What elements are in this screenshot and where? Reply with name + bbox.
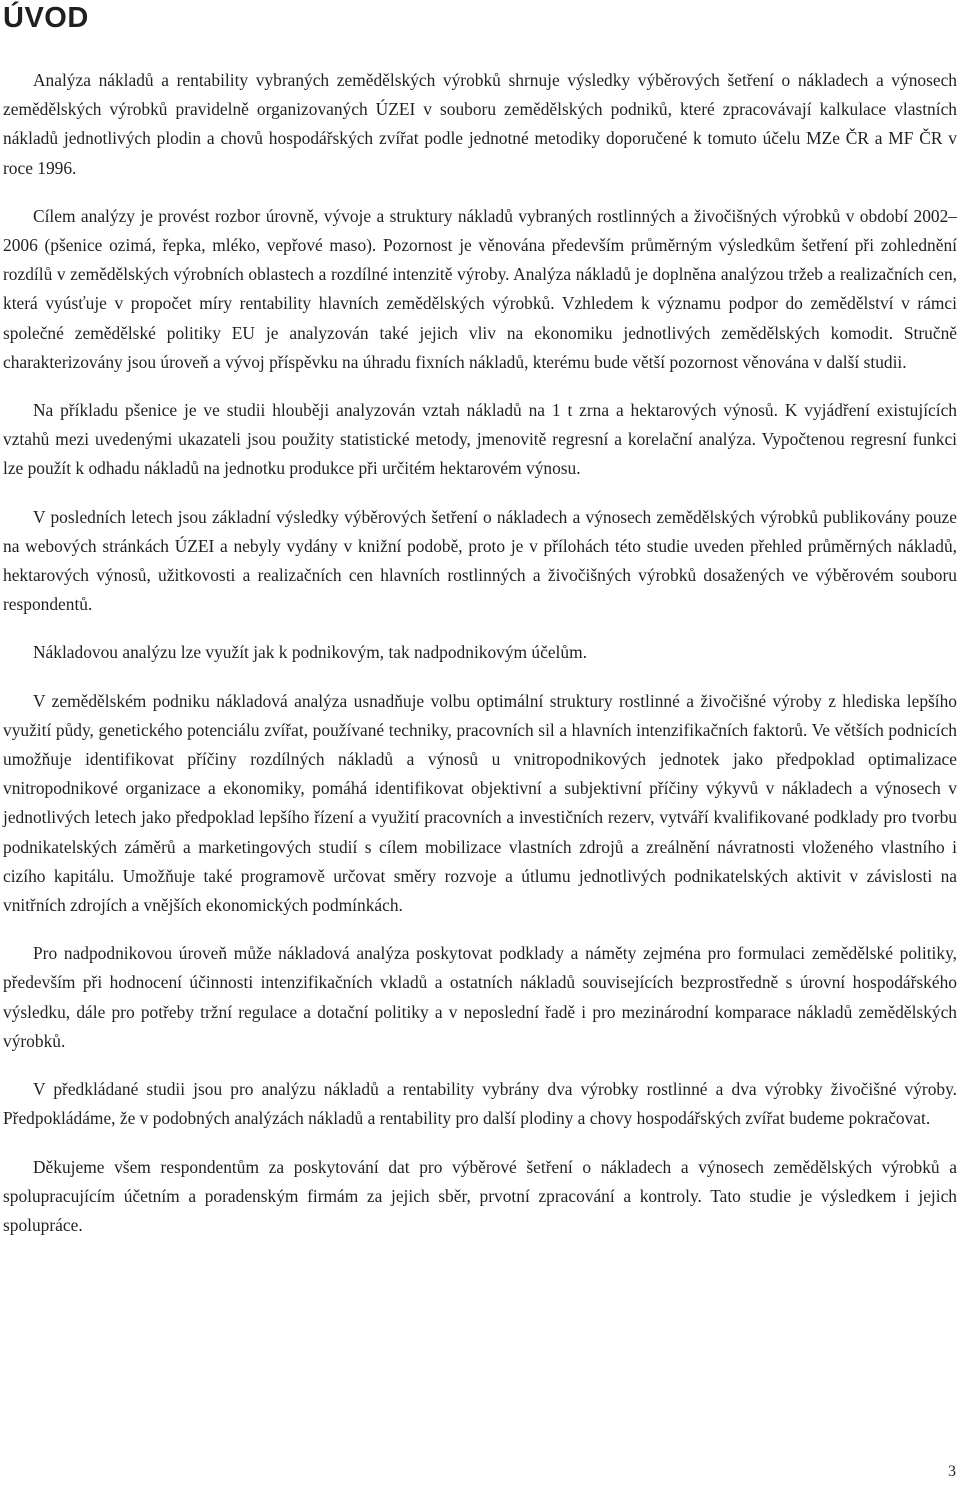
paragraph-7: Pro nadpodnikovou úroveň může nákladová analýza poskytovat podklady a náměty zejména pro formulaci zemědělské politiky, především při hodnocení účinnosti intenzifikačních vkladů a ostatních nákladů souvisejících bezprostředně s úrovní hospodářského výsledku, dále pro potřeby tržní regulace a dotační politiky a v neposlední řadě i pro mezinárodní komparace nákladů zemědělských výrobků. <box>3 943 957 1051</box>
paragraph-1: Analýza nákladů a rentability vybraných zemědělských výrobků shrnuje výsledky výběrových šetření o nákladech a výnosech zemědělských výrobků pravidelně organizovaných ÚZEI v souboru zemědělských podniků, které zpracovávají kalkulace vlastních nákladů jednotlivých plodin a chovů hospodářských zvířat podle jednotné metodiky doporučené k tomuto účelu MZe ČR a MF ČR v roce 1996. <box>3 70 957 178</box>
paragraph-3: Na příkladu pšenice je ve studii hlouběji analyzován vztah nákladů na 1 t zrna a hektarových výnosů. K vyjádření existujících vztahů mezi uvedenými ukazateli jsou použity statistické metody, jmenovitě regresní a korelační analýza. Vypočtenou regresní funkci lze použít k odhadu nákladů na jednotku produkce při určitém hektarovém výnosu. <box>3 400 957 479</box>
section-heading: ÚVOD <box>3 2 89 34</box>
paragraph-6: V zemědělském podniku nákladová analýza usnadňuje volbu optimální struktury rostlinné a živočišné výroby z hlediska lepšího využití půdy, genetického potenciálu zvířat, používané techniky, pracovních sil a hlavních intenzifikačních faktorů. Ve větších podnicích umožňuje identifikovat příčiny rozdílných nákladů a výnosů u vnitropodnikových jednotek jako předpoklad optimalizace vnitropodnikové organizace a ekonomiky, pomáhá identifikovat objektivní a subjektivní příčiny výkyvů v nákladech a výnosech v jednotlivých letech jako předpoklad lepšího řízení a využití pracovních a investičních rezerv, vytváří kvalifikované podklady pro tvorbu podnikatelských záměrů a marketingových studií s cílem mobilizace vlastních zdrojů a zreálnění návratnosti vloženého vlastního i cizího kapitálu. Umožňuje také programově určovat směry rozvoje a útlumu jednotlivých podnikatelských aktivit v závislosti na vnitřních zdrojích a vnějších ekonomických podmínkách. <box>3 690 957 916</box>
paragraph-8: V předkládané studii jsou pro analýzu nákladů a rentability vybrány dva výrobky rostlinné a dva výrobky živočišné výroby. Předpokládáme, že v podobných analýzách nákladů a rentability pro další plodiny a chovy hospodářských zvířat budeme pokračovat. <box>3 1079 957 1129</box>
paragraph-4: V posledních letech jsou základní výsledky výběrových šetření o nákladech a výnosech zemědělských výrobků publikovány pouze na webových stránkách ÚZEI a nebyly vydány v knižní podobě, proto je v přílohách této studie uveden přehled průměrných nákladů, hektarových výnosů, užitkovosti a realizačních cen hlavních rostlinných a živočišných výrobků dosažených ve výběrovém souboru respondentů. <box>3 506 957 615</box>
page-number: 3 <box>948 1463 956 1480</box>
paragraph-2: Cílem analýzy je provést rozbor úrovně, vývoje a struktury nákladů vybraných rostlinných a živočišných výrobků v období 2002–2006 (pšenice ozimá, řepka, mléko, vepřové maso). Pozornost je věnována především průměrným výsledkům šetření při zohlednění rozdílů v zemědělských výrobních oblastech a rozdílné intenzitě výroby. Analýza nákladů je doplněna analýzou tržeb a realizačních cen, která vyúsťuje v propočet míry rentability hlavních zemědělských výrobků. Vzhledem k významu podpor do zemědělství v rámci společné zemědělské politiky EU je analyzován také jejich vliv na ekonomiku jednotlivých zemědělských komodit. Stručně charakterizovány jsou úroveň a vývoj příspěvku na úhradu fixních nákladů, kterému bude větší pozornost věnována v další studii. <box>3 205 957 372</box>
paragraph-5: Nákladovou analýzu lze využít jak k podnikovým, tak nadpodnikovým účelům. <box>33 642 587 663</box>
body-text <box>3 66 957 1259</box>
paragraph-9: Děkujeme všem respondentům za poskytování dat pro výběrové šetření o nákladech a výnosech zemědělských výrobků a spolupracujícím účetním a poradenským firmám za jejich sběr, prvotní zpracování a kontroly. Tato studie je výsledkem i jejich spolupráce. <box>3 1156 957 1235</box>
